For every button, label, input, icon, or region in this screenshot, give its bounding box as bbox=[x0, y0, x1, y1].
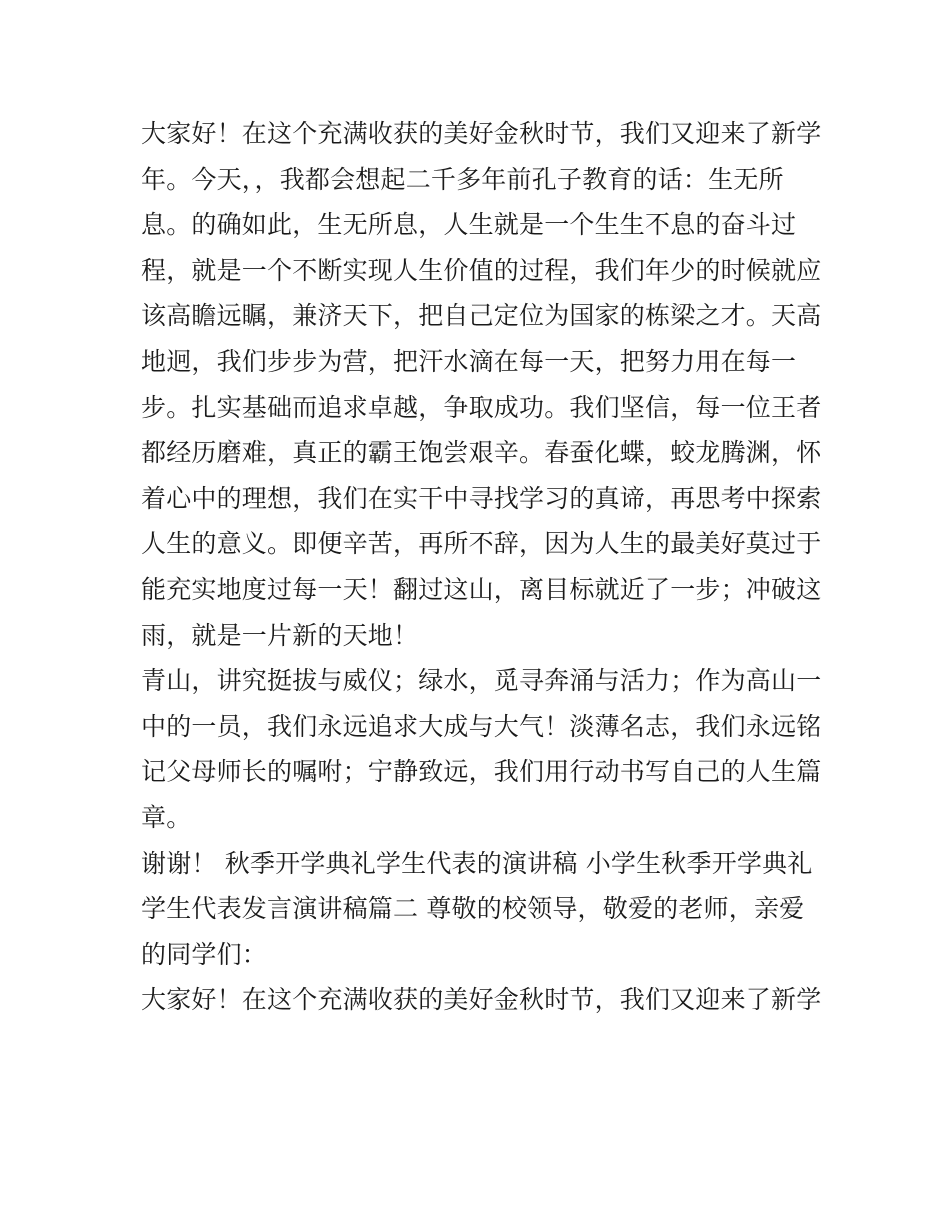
paragraph-2 bbox=[141, 658, 822, 840]
paragraph-4 bbox=[141, 977, 822, 1023]
text-line: 雨，就是一片新的天地！ bbox=[141, 620, 419, 650]
text-line: 大家好！在这个充满收获的美好金秋时节，我们又迎来了新学 bbox=[141, 985, 822, 1015]
text-line: 青山，讲究挺拔与威仪；绿水，觅寻奔涌与活力；作为高山一 bbox=[141, 666, 822, 696]
paragraph-1 bbox=[141, 111, 822, 658]
text-line: 的同学们： bbox=[141, 939, 268, 969]
text-line: 记父母师长的嘱咐；宁静致远，我们用行动书写自己的人生篇 bbox=[141, 757, 822, 787]
text-line: 息。的确如此，生无所息，人生就是一个生生不息的奋斗过 bbox=[141, 210, 797, 240]
text-line: 大家好！在这个充满收获的美好金秋时节，我们又迎来了新学 bbox=[141, 119, 822, 148]
text-line: 中的一员，我们永远追求大成与大气！淡薄名志，我们永远铭 bbox=[141, 711, 822, 741]
text-line: 步。扎实基础而追求卓越，争取成功。我们坚信，每一位王者 bbox=[141, 392, 822, 422]
text-line: 程，就是一个不断实现人生价值的过程，我们年少的时候就应 bbox=[141, 255, 822, 285]
text-line: 着心中的理想，我们在实干中寻找学习的真谛，再思考中探索 bbox=[141, 483, 822, 513]
text-line: 谢谢！ 秋季开学典礼学生代表的演讲稿 小学生秋季开学典礼 bbox=[141, 848, 813, 878]
document-body bbox=[141, 111, 822, 1023]
text-line: 能充实地度过每一天！翻过这山，离目标就近了一步；冲破这 bbox=[141, 574, 822, 604]
text-line: 该高瞻远瞩，兼济天下，把自己定位为国家的栋梁之才。天高 bbox=[141, 301, 822, 331]
text-line: 地迥，我们步步为营，把汗水滴在每一天，把努力用在每一 bbox=[141, 346, 797, 376]
text-line: 学生代表发言演讲稿篇二 尊敬的校领导，敬爱的老师，亲爱 bbox=[141, 894, 805, 924]
paragraph-3 bbox=[141, 841, 813, 978]
text-line: 人生的意义。即便辛苦，再所不辞，因为人生的最美好莫过于 bbox=[141, 529, 822, 559]
text-line: 年。今天，，我都会想起二千多年前孔子教育的话：生无所 bbox=[141, 164, 784, 194]
text-line: 章。 bbox=[141, 802, 192, 832]
text-line: 都经历磨难，真正的霸王饱尝艰辛。春蚕化蝶，蛟龙腾渊，怀 bbox=[141, 438, 822, 468]
